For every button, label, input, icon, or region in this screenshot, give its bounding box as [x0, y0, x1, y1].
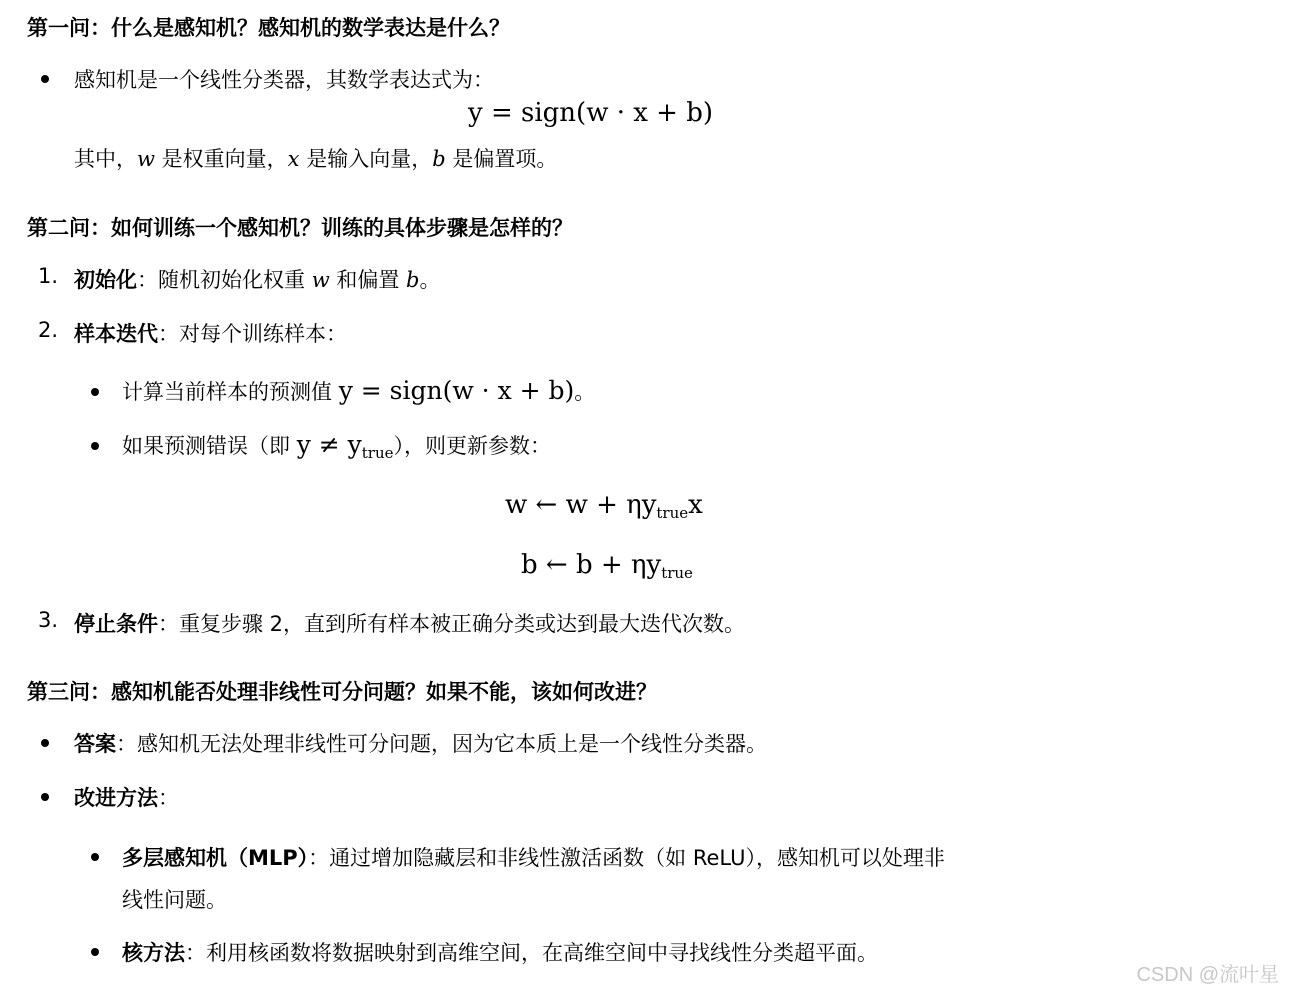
step2-text: 样本迭代：对每个训练样本：	[74, 322, 347, 346]
mlp-text: 多层感知机（MLP）：通过增加隐藏层和非线性激活函数（如 ReLU），感知机可以处理非	[122, 846, 945, 870]
bullet-marker	[41, 75, 49, 83]
step2-number: 2.	[38, 318, 59, 342]
bullet-marker	[41, 739, 49, 747]
bullet-marker	[91, 948, 99, 956]
q2-heading: 第二问：如何训练一个感知机？训练的具体步骤是怎样的？	[27, 216, 573, 240]
bullet-marker	[91, 442, 99, 450]
bullet-marker	[91, 853, 99, 861]
mlp-text-continued: 线性问题。	[122, 888, 227, 912]
kernel-text: 核方法：利用核函数将数据映射到高维空间，在高维空间中寻找线性分类超平面。	[122, 941, 878, 965]
step3-number: 3.	[38, 608, 59, 632]
answer-text: 答案：感知机无法处理非线性可分问题，因为它本质上是一个线性分类器。	[74, 732, 767, 756]
q1-explanation: 其中，w 是权重向量，x 是输入向量，b 是偏置项。	[74, 147, 558, 171]
step3-text: 停止条件：重复步骤 2，直到所有样本被正确分类或达到最大迭代次数。	[74, 612, 746, 636]
bullet-marker	[91, 388, 99, 396]
q1-heading: 第一问：什么是感知机？感知机的数学表达是什么？	[27, 16, 510, 40]
sub1-text: 计算当前样本的预测值 y = sign(w · x + b)。	[122, 376, 596, 405]
q1-formula: y = sign(w · x + b)	[468, 98, 714, 128]
q3-heading: 第三问：感知机能否处理非线性可分问题？如果不能，该如何改进？	[27, 680, 657, 704]
update-w-formula: w ← w + ηytruex	[505, 490, 703, 522]
update-b-formula: b ← b + ηytrue	[521, 550, 693, 582]
q1-bullet-text: 感知机是一个线性分类器，其数学表达式为：	[74, 68, 494, 92]
step1-number: 1.	[38, 264, 59, 288]
watermark: CSDN @流叶星	[1136, 964, 1279, 986]
step1-text: 初始化：随机初始化权重 w 和偏置 b。	[74, 268, 441, 292]
sub2-text: 如果预测错误（即 $y \ne y_{true}$），则更新参数：	[122, 430, 552, 462]
bullet-marker	[41, 793, 49, 801]
improve-text: 改进方法：	[74, 786, 179, 810]
